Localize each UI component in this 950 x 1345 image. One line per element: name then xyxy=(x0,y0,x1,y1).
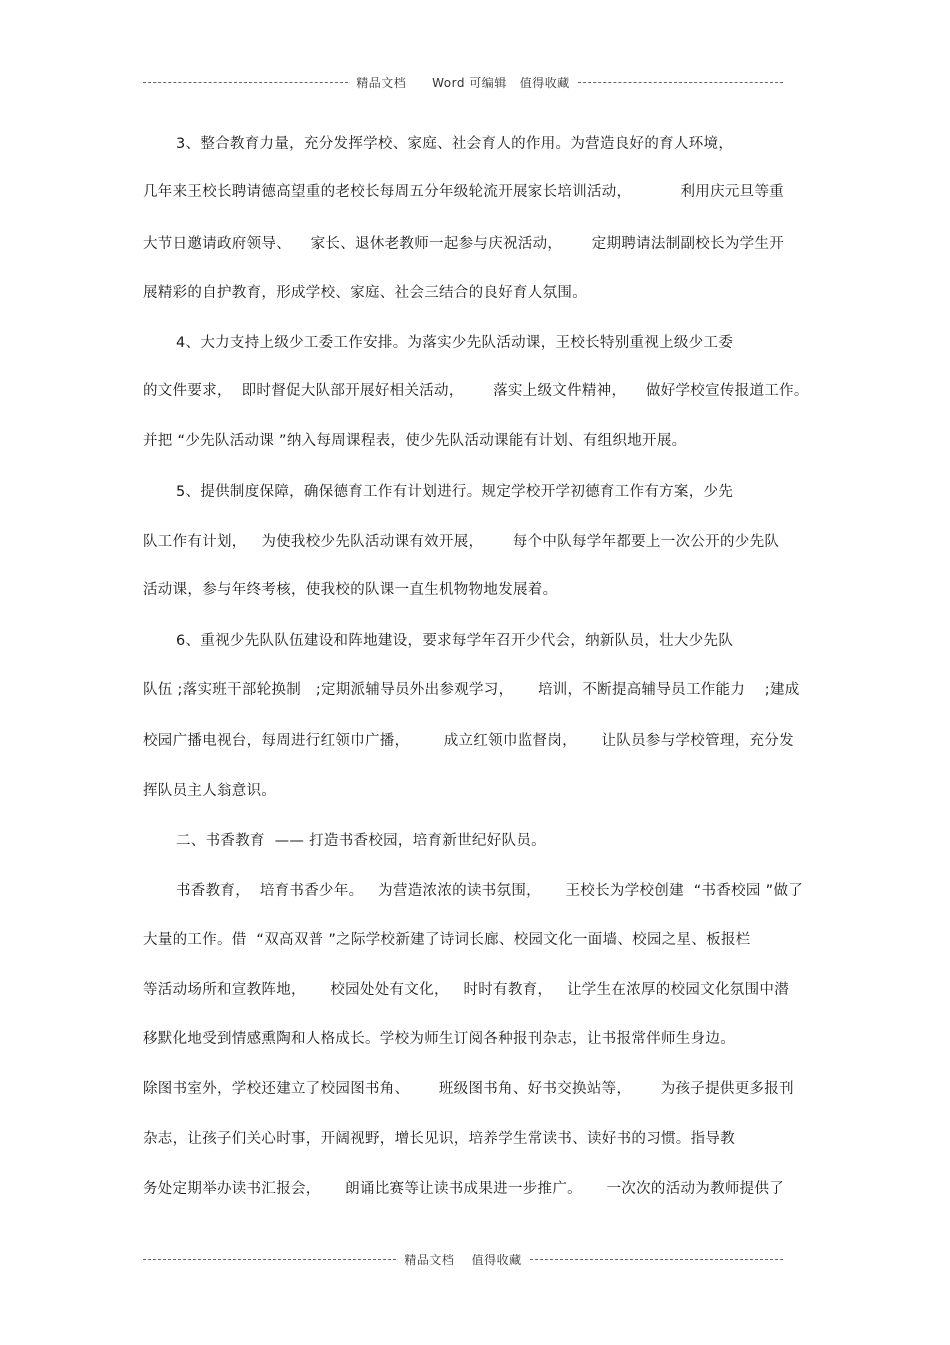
footer-text: 精品文档 值得收藏 xyxy=(404,1252,522,1267)
header-dash-left xyxy=(143,82,348,83)
text-line: 移默化地受到情感熏陶和人格成长。学校为师生订阅各种报刊杂志，让书报常伴师生身边。 xyxy=(143,1031,735,1047)
text-line: 校园广播电视台，每周进行红领巾广播， 成立红领巾监督岗， 让队员参与学校管理，充分发 xyxy=(143,733,794,749)
page-header xyxy=(143,74,783,90)
page-footer xyxy=(143,1251,783,1267)
section-heading: 二、书香教育 —— 打造书香校园，培育新世纪好队员。 xyxy=(176,833,546,849)
text-line: 杂志，让孩子们关心时事，开阔视野，增长见识，培养学生常读书、读好书的习惯。指导教 xyxy=(143,1131,735,1147)
text-line: 挥队员主人翁意识。 xyxy=(143,783,277,799)
text-line: 展精彩的自护教育，形成学校、家庭、社会三结合的良好育人氛围。 xyxy=(143,285,587,301)
text-line: 大量的工作。借 “双高双普 ”之际学校新建了诗词长廊、校园文化一面墙、校园之星、板报栏 xyxy=(143,932,751,948)
text-line: 大节日邀请政府领导、 家长、退休老教师一起参与庆祝活动， 定期聘请法制副校长为学生开 xyxy=(143,236,785,252)
text-line: 几年来王校长聘请德高望重的老校长每周五分年级轮流开展家长培训活动， 利用庆元旦等重 xyxy=(143,184,785,200)
text-line: 队工作有计划， 为使我校少先队活动课有效开展， 每个中队每学年都要上一次公开的少先队 xyxy=(143,534,780,550)
text-line: 5、提供制度保障，确保德育工作有计划进行。规定学校开学初德育工作有方案，少先 xyxy=(176,484,734,500)
footer-dash-left xyxy=(143,1259,396,1260)
text-line: 活动课，参与年终考核，使我校的队课一直生机物物地发展着。 xyxy=(143,582,558,598)
text-line: 务处定期举办读书汇报会， 朗诵比赛等让读书成果进一步推广。 一次次的活动为教师提供了 xyxy=(143,1181,785,1197)
text-line: 并把 “少先队活动课 ”纳入每周课程表，使少先队活动课能有计划、有组织地开展。 xyxy=(143,433,687,449)
text-line: 6、重视少先队队伍建设和阵地建设，要求每学年召开少代会，纳新队员，壮大少先队 xyxy=(176,633,734,649)
header-text: 精品文档 Word 可编辑 值得收藏 xyxy=(356,75,570,90)
text-line: 书香教育， 培育书香少年。 为营造浓浓的读书氛围， 王校长为学校创建 “书香校园 ”做了 xyxy=(176,883,804,899)
footer-dash-right xyxy=(530,1259,783,1260)
text-line: 队伍 ;落实班干部轮换制 ;定期派辅导员外出参观学习， 培训，不断提高辅导员工作能力 ;建成 xyxy=(143,682,800,698)
text-line: 的文件要求， 即时督促大队部开展好相关活动， 落实上级文件精神， 做好学校宣传报道工作。 xyxy=(143,383,809,399)
header-dash-right xyxy=(578,82,783,83)
text-line: 4、大力支持上级少工委工作安排。为落实少先队活动课，王校长特别重视上级少工委 xyxy=(176,335,734,351)
text-line: 除图书室外，学校还建立了校园图书角、 班级图书角、好书交换站等， 为孩子提供更多报刊 xyxy=(143,1081,794,1097)
text-line: 等活动场所和宣教阵地， 校园处处有文化， 时时有教育， 让学生在浓厚的校园文化氛围中潜 xyxy=(143,982,789,998)
text-line: 3、整合教育力量，充分发挥学校、家庭、社会育人的作用。为营造良好的育人环境， xyxy=(176,136,734,152)
